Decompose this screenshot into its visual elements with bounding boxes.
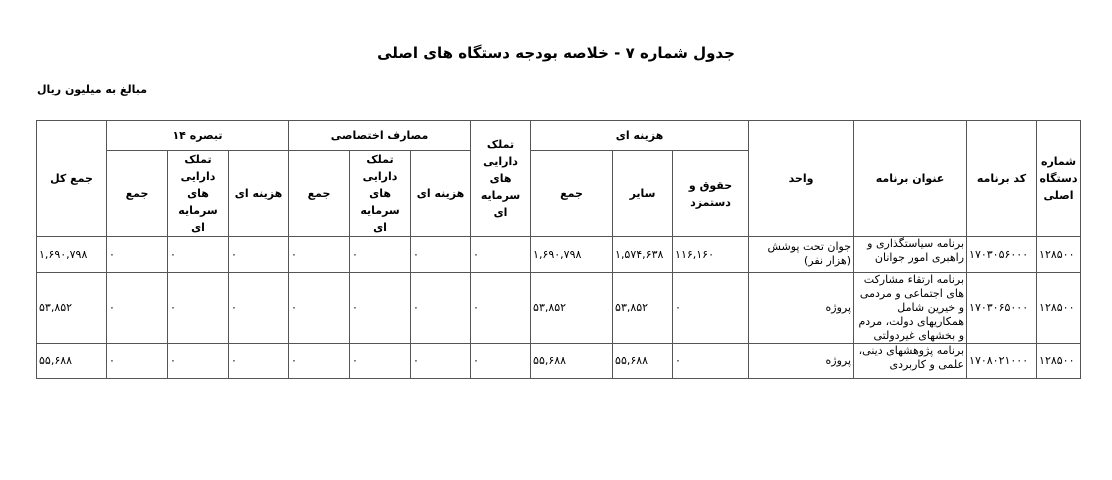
cell-total: ۵۳,۸۵۲ <box>37 273 107 344</box>
cell-special-expense: ۰ <box>411 237 471 273</box>
cell-salary: ۰ <box>673 273 749 344</box>
cell-unit: پروژه <box>749 273 854 344</box>
cell-unit: جوان تحت پوشش (هزار نفر) <box>749 237 854 273</box>
cell-special-capital: ۰ <box>350 273 411 344</box>
cell-other: ۵۳,۸۵۲ <box>613 273 673 344</box>
header-capital-assets: تملک دارایی های سرمایه ای <box>471 121 531 237</box>
cell-special-expense: ۰ <box>411 273 471 344</box>
header-t14-capital: تملک دارایی های سرمایه ای <box>168 151 229 237</box>
budget-table <box>36 120 1081 379</box>
cell-program-code: ۱۷۰۳۰۶۵۰۰۰ <box>967 273 1037 344</box>
header-program-title: عنوان برنامه <box>854 121 967 237</box>
cell-program-code: ۱۷۰۸۰۲۱۰۰۰ <box>967 344 1037 379</box>
cell-program-title: برنامه پژوهشهای دینی، علمی و کاربردی <box>854 344 967 379</box>
header-salary: حقوق و دستمزد <box>673 151 749 237</box>
header-special-expense: هزینه ای <box>411 151 471 237</box>
cell-program-title: برنامه سیاستگذاری و راهبری امور جوانان <box>854 237 967 273</box>
cell-special-capital: ۰ <box>350 237 411 273</box>
header-expense-group: هزینه ای <box>531 121 749 151</box>
cell-capital: ۰ <box>471 344 531 379</box>
cell-capital: ۰ <box>471 273 531 344</box>
cell-t14-expense: ۰ <box>229 237 289 273</box>
cell-device-no: ۱۲۸۵۰۰ <box>1037 273 1081 344</box>
table-row <box>37 237 1081 273</box>
cell-total: ۱,۶۹۰,۷۹۸ <box>37 237 107 273</box>
page-title: جدول شماره ۷ - خلاصه بودجه دستگاه های اصلی <box>377 44 735 62</box>
table-row <box>37 273 1081 344</box>
cell-capital: ۰ <box>471 237 531 273</box>
cell-device-no: ۱۲۸۵۰۰ <box>1037 237 1081 273</box>
header-special-revenue: مصارف اختصاصی <box>289 121 471 151</box>
cell-t14-expense: ۰ <box>229 273 289 344</box>
cell-other: ۱,۵۷۴,۶۳۸ <box>613 237 673 273</box>
cell-sum: ۵۵,۶۸۸ <box>531 344 613 379</box>
header-sum: جمع <box>531 151 613 237</box>
cell-unit: پروژه <box>749 344 854 379</box>
header-article-14: تبصره ۱۴ <box>107 121 289 151</box>
header-grand-total: جمع کل <box>37 121 107 237</box>
cell-t14-capital: ۰ <box>168 237 229 273</box>
header-t14-sum: جمع <box>107 151 168 237</box>
cell-t14-capital: ۰ <box>168 344 229 379</box>
header-other: سایر <box>613 151 673 237</box>
unit-note: مبالغ به میلیون ریال <box>37 83 148 96</box>
cell-program-code: ۱۷۰۳۰۵۶۰۰۰ <box>967 237 1037 273</box>
cell-salary: ۰ <box>673 344 749 379</box>
cell-t14-sum: ۰ <box>107 237 168 273</box>
cell-t14-capital: ۰ <box>168 273 229 344</box>
cell-other: ۵۵,۶۸۸ <box>613 344 673 379</box>
cell-special-sum: ۰ <box>289 344 350 379</box>
cell-special-capital: ۰ <box>350 344 411 379</box>
header-unit: واحد <box>749 121 854 237</box>
header-program-code: کد برنامه <box>967 121 1037 237</box>
cell-t14-expense: ۰ <box>229 344 289 379</box>
cell-sum: ۵۳,۸۵۲ <box>531 273 613 344</box>
cell-special-sum: ۰ <box>289 273 350 344</box>
cell-salary: ۱۱۶,۱۶۰ <box>673 237 749 273</box>
header-special-capital: تملک دارایی های سرمایه ای <box>350 151 411 237</box>
table-row <box>37 344 1081 379</box>
cell-special-sum: ۰ <box>289 237 350 273</box>
header-t14-expense: هزینه ای <box>229 151 289 237</box>
cell-sum: ۱,۶۹۰,۷۹۸ <box>531 237 613 273</box>
cell-device-no: ۱۲۸۵۰۰ <box>1037 344 1081 379</box>
cell-special-expense: ۰ <box>411 344 471 379</box>
header-device-no: شماره دستگاه اصلی <box>1037 121 1081 237</box>
cell-t14-sum: ۰ <box>107 273 168 344</box>
cell-total: ۵۵,۶۸۸ <box>37 344 107 379</box>
header-special-sum: جمع <box>289 151 350 237</box>
cell-t14-sum: ۰ <box>107 344 168 379</box>
cell-program-title: برنامه ارتقاء مشارکت های اجتماعی و مردمی و خیرین شامل همکاریهای دولت، مردم و بخشهای غیردولتی <box>854 273 967 344</box>
